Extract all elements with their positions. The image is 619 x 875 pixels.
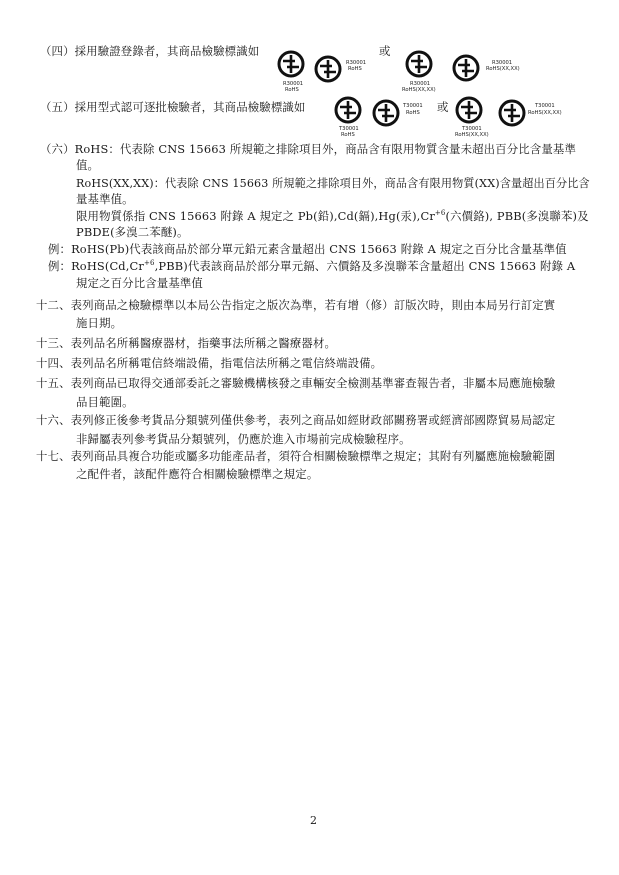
inspection-mark-icon bbox=[314, 55, 342, 83]
rohs-note-line: 值。 bbox=[76, 158, 100, 172]
mark-caption: T30001 bbox=[535, 103, 555, 109]
mark-caption: RoHS(XX,XX) bbox=[486, 66, 520, 72]
restricted-substances-line: 限用物質係指 CNS 15663 附錄 A 規定之 Pb(鉛),Cd(鎘),Hg(汞)$,Cr^{+6}$(六價鉻), PBB(多溴聯苯)及 bbox=[76, 209, 589, 223]
mark-caption: R30001 bbox=[346, 60, 367, 66]
item-twelve: 十二、表列商品之檢驗標準以本局公告指定之版次為準，若有增（修）訂版次時，則由本局另行訂定實 bbox=[36, 298, 556, 312]
inspection-mark-icon bbox=[455, 96, 483, 124]
inspection-mark-icon bbox=[277, 50, 305, 78]
inspection-mark-icon bbox=[498, 99, 526, 127]
mark-caption: R30001 bbox=[492, 60, 513, 66]
item-thirteen: 十三、表列品名所稱醫療器材，指藥事法所稱之醫療器材。 bbox=[36, 336, 337, 350]
inspection-mark-icon bbox=[334, 96, 362, 124]
mark-caption: RoHS(XX,XX) bbox=[528, 110, 562, 116]
item-five-label: （五）採用型式認可逐批檢驗者，其商品檢驗標識如 bbox=[40, 100, 306, 114]
rohs-note-line: （六）RoHS：代表除 CNS 15663 所規範之排除項目外，商品含有限用物質含量未超出百分比含量基準 bbox=[40, 142, 577, 156]
item-fifteen: 品目範圍。 bbox=[76, 395, 134, 409]
item-fourteen: 十四、表列品名所稱電信終端設備，指電信法所稱之電信終端設備。 bbox=[36, 356, 383, 370]
example-line: 例：$RoHS(Cd,Cr^{+6},PBB)$代表該商品於部分單元鎘、六價鉻及多溴聯苯含量超出 CNS 15663 附錄 A bbox=[48, 259, 576, 273]
example-line: 例：RoHS(Pb)代表該商品於部分單元鉛元素含量超出 CNS 15663 附錄 A 規定之百分比含量基準值 bbox=[48, 242, 567, 256]
mark-caption: T30001 bbox=[462, 126, 482, 132]
inspection-mark-icon bbox=[405, 50, 433, 78]
or-text: 或 bbox=[437, 100, 449, 114]
or-text: 或 bbox=[379, 44, 391, 58]
mark-caption: RoHS bbox=[285, 87, 299, 93]
mark-caption: RoHS bbox=[341, 132, 355, 138]
mark-caption: RoHS bbox=[348, 66, 362, 72]
page-number: 2 bbox=[310, 814, 317, 827]
item-seventeen: 之配件者，該配件應符合相關檢驗標準之規定。 bbox=[76, 467, 319, 481]
item-seventeen: 十七、表列商品具複合功能或屬多功能產品者，須符合相關檢驗標準之規定；其附有列屬應施檢驗範圍 bbox=[36, 449, 556, 463]
rohs-xx-note-line: RoHS(XX,XX)：代表除 CNS 15663 所規範之排除項目外，商品含有限用物質(XX)含量超出百分比含 bbox=[76, 176, 590, 190]
restricted-substances-line: PBDE(多溴二苯醚)。 bbox=[76, 225, 189, 239]
item-fifteen: 十五、表列商品已取得交通部委託之審驗機構核發之車輛安全檢測基準審查報告者，非屬本局應施檢驗 bbox=[36, 376, 556, 390]
example-line: 規定之百分比含量基準值 bbox=[76, 276, 203, 290]
item-four-label: （四）採用驗證登錄者，其商品檢驗標識如 bbox=[40, 44, 260, 58]
item-sixteen: 十六、表列修正後參考貨品分類號列僅供參考，表列之商品如經財政部關務署或經濟部國際貿易局認定 bbox=[36, 413, 556, 427]
inspection-mark-icon bbox=[372, 99, 400, 127]
inspection-mark-icon bbox=[452, 54, 480, 82]
item-twelve: 施日期。 bbox=[76, 316, 123, 330]
mark-caption: T30001 bbox=[339, 126, 359, 132]
mark-caption: R30001 bbox=[410, 81, 431, 87]
mark-caption: T30001 bbox=[403, 103, 423, 109]
mark-caption: RoHS(XX,XX) bbox=[402, 87, 436, 93]
rohs-xx-note-line: 量基準值。 bbox=[76, 192, 134, 206]
mark-caption: RoHS bbox=[406, 110, 420, 116]
mark-caption: R30001 bbox=[283, 81, 304, 87]
mark-caption: RoHS(XX,XX) bbox=[455, 132, 489, 138]
item-sixteen: 非歸屬表列參考貨品分類號列，仍應於進入市場前完成檢驗程序。 bbox=[76, 432, 411, 446]
